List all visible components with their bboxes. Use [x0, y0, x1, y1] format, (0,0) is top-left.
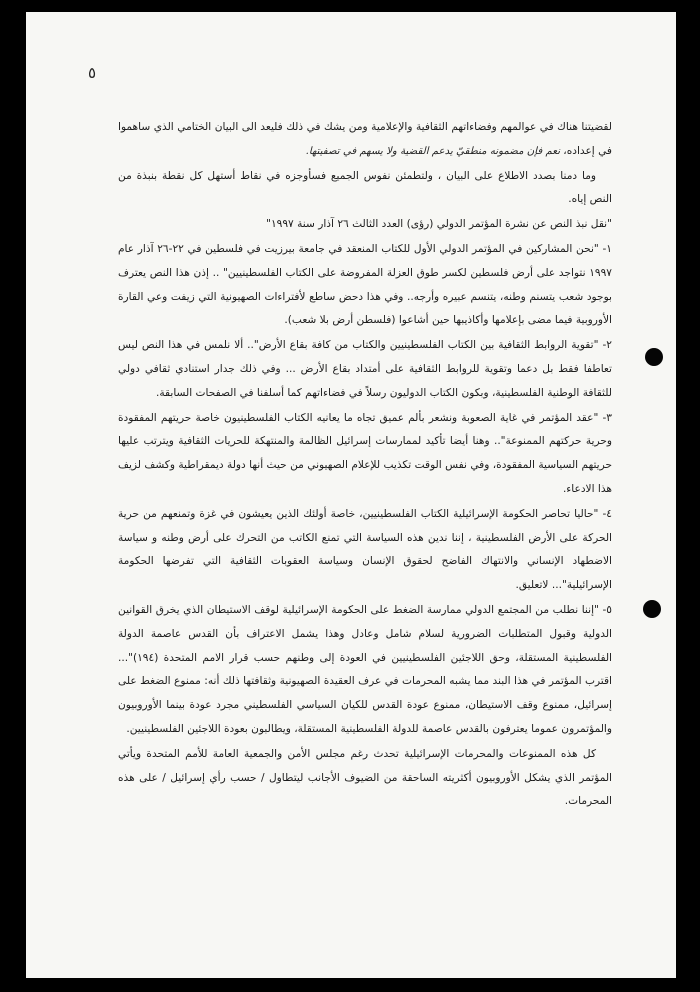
- paragraph-intro: [118, 116, 612, 164]
- paragraph-point-4: ٤- "حاليا تحاصر الحكومة الإسرائيلية الكتاب الفلسطينيين، خاصة أولئك الذين يعيشون في غزة وتمنعهم من حرية الحركة على الأرض الفلسطينية ، إننا ندين هذه السياسة التي تمنع الكاتب من التحرك على أرض وطنه و سياسة الاضطهاد الإنساني والانتهاك الفاضح لحقوق الإنسان وسياسة العقوبات الثقافية التي تفرضها الحكومة الإسرائيلية"... لاتعليق.: [118, 507, 612, 592]
- punch-hole-top: [645, 348, 663, 366]
- handwritten-annotation: نعم فإن مضمونه منطقيّ يدعم القضية ولا يسهم في تصفيتها.: [305, 145, 564, 157]
- paragraph-conclusion: كل هذه الممنوعات والمحرمات الإسرائيلية تحدث رغم مجلس الأمن والجمعية العامة للأمم المتحدة ويأتي المؤتمر الذي يشكل الأوروبيون أكثريته الساحقة من الضيوف الأجانب ليتطاول / حسب رأي إسرائيل / على هذه المحرمات.: [118, 747, 612, 808]
- paragraph-source-note: "نقل نبذ النص عن نشرة المؤتمر الدولي (رؤى) العدد الثالث ٢٦ آذار سنة ١٩٩٧": [266, 218, 612, 231]
- paragraph-point-1: ١- "نحن المشاركين في المؤتمر الدولي الأول للكتاب المنعقد في جامعة بيرزيت في فلسطين في ٢٢-٢٦ آذار عام ١٩٩٧ نتواجد على أرض فلسطين لكسر طوق العزلة المفروضة على الكتاب الفلسطينيين" .. إذن هذا النص يعترف بوجود شعب يتسنم وطنه، يتنسم عبيره وأرجه.. وفي هذا دحض ساطع لأفتراءات الصهيونية التي زيفت وعي القارة الأوروبية فيما مضى بإعلامها وأكاذيبها حين أشاعوا (فلسطن أرض بلا شعب).: [118, 242, 612, 327]
- document-page: [26, 12, 676, 978]
- paragraph-point-3: ٣- "عقد المؤتمر في غاية الصعوبة ونشعر بألم عميق تجاه ما يعانيه الكتاب الفلسطينيون خاصة حريتهم المفقودة وحرية حركتهم الممنوعة".. وهنا أيضا تأكيد لممارسات إسرائيل الظالمة والمنتهكة للحريات الثقافية ويترتب عليها حريتهم السياسية المفقودة، وفي نفس الوقت تكذيب للإعلام الصهيوني من حيث أنها دولة ديمقراطية وكشف لزيف هذا الادعاء.: [118, 411, 612, 495]
- paragraph-point-5: ٥- "إننا نطلب من المجتمع الدولي ممارسة الضغط على الحكومة الإسرائيلية لوقف الاستيطان الذي يخرق القوانين الدولية وقبول المتطلبات الضرورية لسلام شامل وعادل وهذا يشمل الاعتراف بأن القدس عاصمة الدولة الفلسطينية المستقلة، وحق اللاجئين الفلسطينيين في العودة إلى وطنهم حسب قرار الامم المتحدة (١٩٤)"... اقترب المؤتمر في هذا البند مما يشبه المحرمات في عرف العقيدة الصهيونية وثقافتها ذلك أنه: ممنوع الضغط على إسرائيل، ممنوع وقف الاستيطان، ممنوع عودة القدس للكيان السياسي الفلسطيني مجرد عودة بينما الأوروبيون والمؤتمرون عموما يعترفون بالقدس عاصمة للدولة الفلسطينية المستقلة، ويطالبون بعودة اللاجئين الفلسطينيين.: [118, 603, 612, 735]
- paragraph-summary-intro: وما دمنا بصدد الاطلاع على البيان ، ولتطمئن نفوس الجميع فسأوجزه في نقاط أستهل كل نقطة بنبذة من النص إياه.: [118, 169, 612, 206]
- article-body: [118, 116, 612, 815]
- punch-hole-bottom: [643, 600, 661, 618]
- page-number: ٥: [88, 64, 97, 82]
- paragraph-intro-text: لقضيتنا هناك في عوالمهم وفضاءاتهم الثقافية والإعلامية ومن يشك في ذلك فليعد الى البيان الختامي الذي ساهموا في إعداده،: [118, 121, 612, 157]
- paragraph-point-2: ٢- "تقوية الروابط الثقافية بين الكتاب الفلسطينيين والكتاب من كافة بقاع الأرض".. ألا نلمس في هذا النص ليس تعاطفا فقط بل دعما وتقوية للروابط الثقافية على أمتداد بقاع الأرض ... وفي ذلك جدار استنادي ثقافي دولي للثقافة الوطنية الفلسطينية، وبكون الكتاب الدوليون رسلاً في فضاءاتهم كما أسلفنا في الصفحات السابقة.: [118, 339, 612, 399]
